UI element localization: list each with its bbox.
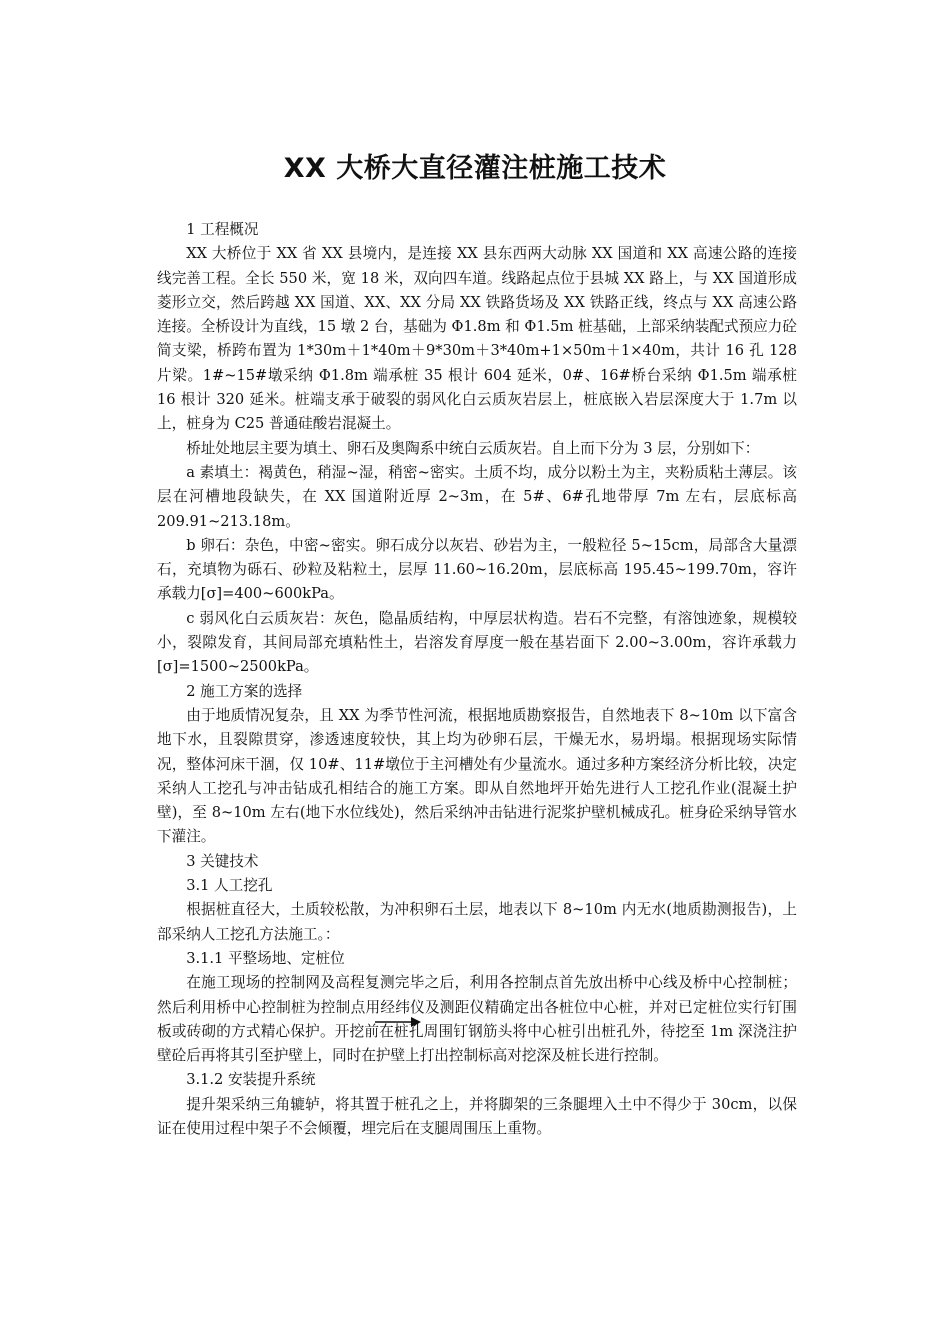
subsection-heading-site-leveling: 3.1.1 平整场地、定桩位 [186,949,345,967]
arrow-icon [373,1015,423,1029]
section-heading-overview: 1 工程概况 [186,221,259,238]
subsection-heading-manual-dig: 3.1 人工挖孔 [186,877,273,895]
paragraph-bridge-description: XX 大桥位于 XX 省 XX 县境内，是连接 XX 县东西两大动脉 XX 国道和 XX 高速公路的连接线完善工程。全长 550 米，宽 18 米，双向四车道。线路起点位于县城 XX 路上，与 XX 国道形成菱形立交，然后跨越 XX 国道、XX、XX 分局 XX 铁路货场及 XX 铁路正线，终点与 XX 高速公路连接。全桥设计为直线，15 墩 2 台，基础为 Φ1.8m 和 Φ1.5m 桩基础，上部采纳装配式预应力砼简支梁，桥跨布置为 1*30m＋1*40m＋9*30m＋3*40m+1×50m＋1×40m，共计 16 孔 128 片梁。1#~15#墩采纳 Φ1.8m 端承桩 35 根计 604 延米，0#、16#桥台采纳 Φ1.5m 端承桩 16 根计 320 延米。桩端支承于破裂的弱风化白云质灰岩层上，桩底嵌入岩层深度大于 1.7m 以上，桩身为 C25 普通硅酸岩混凝土。 [157,245,797,433]
paragraph-site-leveling: 在施工现场的控制网及高程复测完毕之后，利用各控制点首先放出桥中心线及桥中心控制桩；然后利用桥中心控制桩为控制点用经纬仪及测距仪精确定出各桩位中心桩，并对已定桩位实行钉围板或砖砌的方式精心保护。开挖前在桩孔周围钉钢筋头将中心桩引出桩孔外，待挖至 1m 深浇注护壁砼后再将其引至护壁上，同时在护壁上打出控制标高对挖深及桩长进行控制。 [157,974,797,1065]
paragraph-stratum-a: a 素填土：褐黄色，稍湿~湿，稍密~密实。土质不均，成分以粉土为主，夹粉质粘土薄层。该层在河槽地段缺失，在 XX 国道附近厚 2~3m，在 5#、6#孔地带厚 7m 左右，层底标高 209.91~213.18m。 [157,463,797,530]
section-heading-plan: 2 施工方案的选择 [186,682,303,700]
paragraph-stratum-b: b 卵石：杂色，中密~密实。卵石成分以灰岩、砂岩为主，一般粒径 5~15cm，局部含大量漂石，充填物为砾石、砂粒及粘粒土，层厚 11.60~16.20m，层底标高 195.45~199.70m，容许承载力[σ]=400~600kPa。 [157,536,797,603]
document-title: XX 大桥大直径灌注桩施工技术 [283,153,667,184]
section-heading-key-tech: 3 关键技术 [186,852,259,870]
subsection-heading-hoist: 3.1.2 安装提升系统 [186,1071,316,1089]
paragraph-hoist: 提升架采纳三角辘轳，将其置于桩孔之上，并将脚架的三条腿埋入土中不得少于 30cm，以保证在使用过程中架子不会倾覆，埋完后在支腿周围压上重物。 [157,1095,797,1137]
document-body [157,218,797,1141]
paragraph-manual-dig: 根据桩直径大，土质较松散，为冲积卵石土层，地表以下 8~10m 内无水(地质勘测报告)，上部采纳人工挖孔方法施工。： [157,901,797,943]
paragraph-plan-selection: 由于地质情况复杂，且 XX 为季节性河流，根据地质勘察报告，自然地表下 8~10m 以下富含地下水，且裂隙贯穿，渗透速度较快，其上均为砂卵石层，干燥无水，易坍塌。根据现场实际情况，整体河床干涸，仅 10#、11#墩位于主河槽处有少量流水。通过多种方案经济分析比较，决定采纳人工挖孔与冲击钻成孔相结合的施工方案。即从自然地坪开始先进行人工挖孔作业(混凝土护壁)，至 8~10m 左右(地下水位线处)，然后采纳冲击钻进行泥浆护壁机械成孔。桩身砼采纳导管水下灌注。 [157,706,797,846]
paragraph-stratum-c: c 弱风化白云质灰岩：灰色，隐晶质结构，中厚层状构造。岩石不完整，有溶蚀迹象，规模较小，裂隙发育，其间局部充填粘性土，岩溶发育厚度一般在基岩面下 2.00~3.00m，容许承载力[σ]=1500~2500kPa。 [157,609,797,676]
paragraph-strata-intro: 桥址处地层主要为填土、卵石及奥陶系中统白云质灰岩。自上而下分为 3 层，分别如下： [186,439,760,457]
